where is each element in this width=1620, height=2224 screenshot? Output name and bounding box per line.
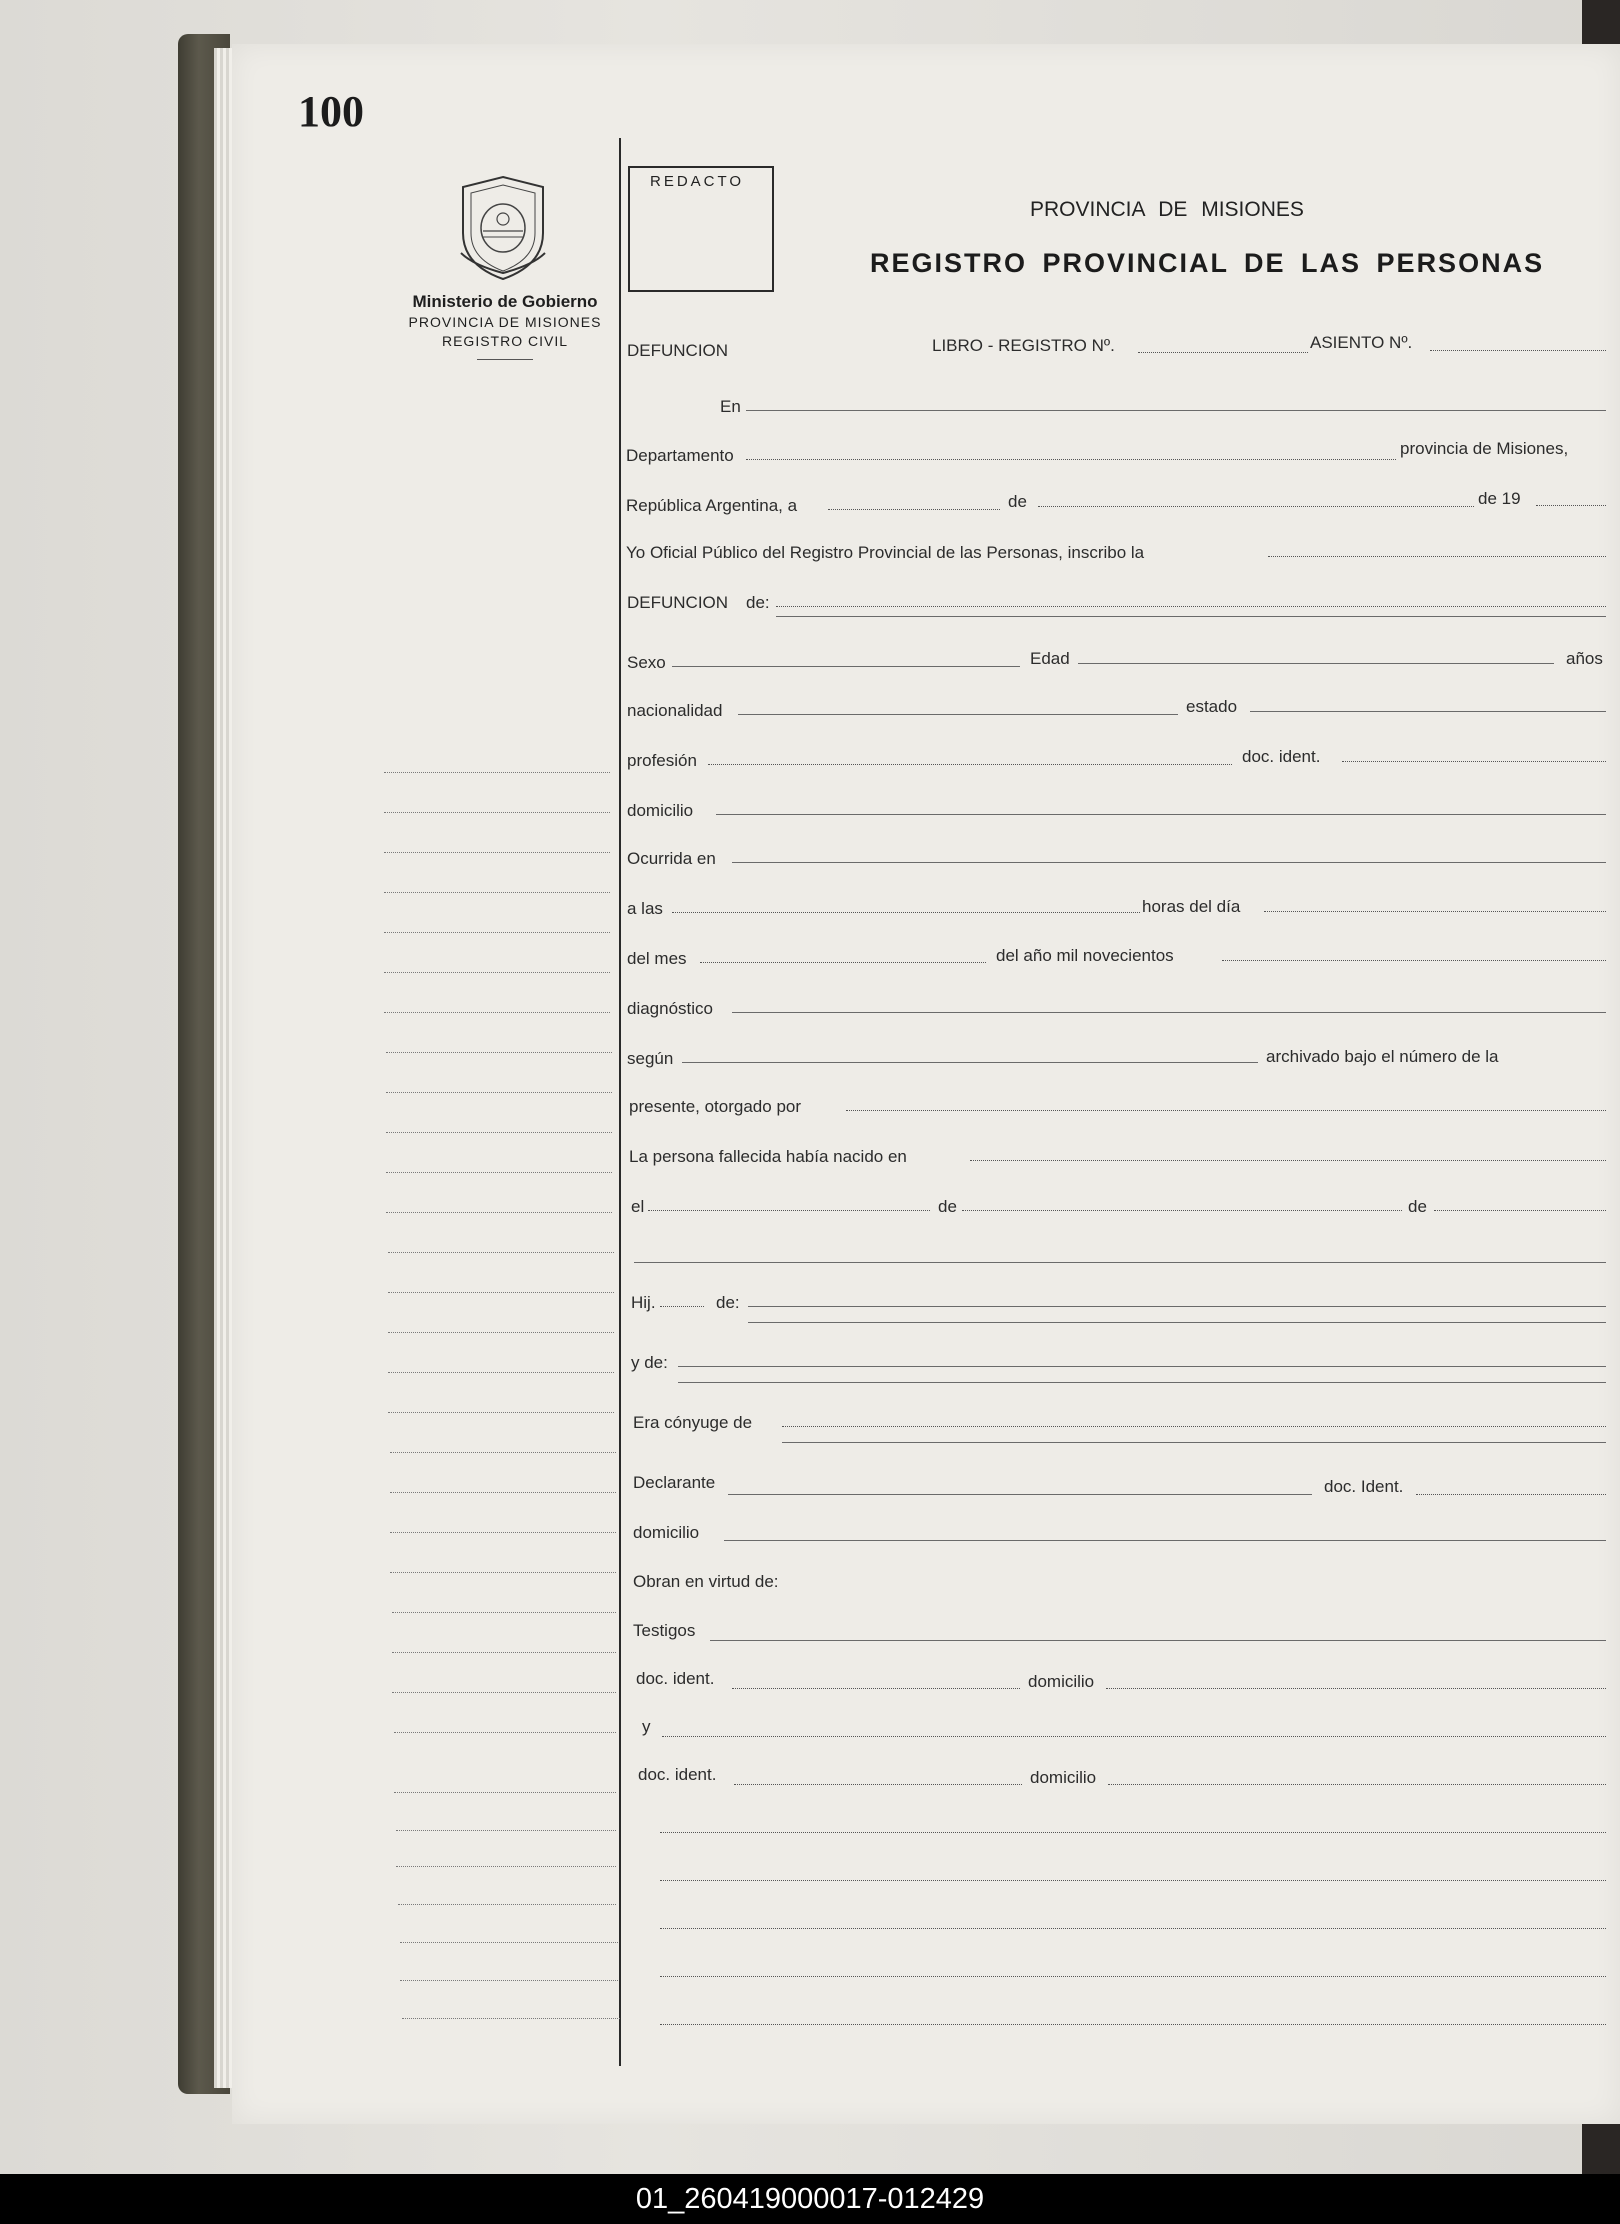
label-declarante: Declarante	[633, 1473, 716, 1492]
label-republica: República Argentina, a	[626, 496, 798, 515]
label-doc-ident: doc. ident.	[1242, 747, 1321, 766]
testigos-field[interactable]	[710, 1640, 1606, 1641]
margin-line[interactable]	[384, 772, 610, 773]
margin-line[interactable]	[390, 1452, 616, 1453]
ministry-rule	[477, 359, 533, 360]
declarante-field[interactable]	[728, 1494, 1312, 1495]
label-de-1: de	[1008, 492, 1027, 511]
label-presente: presente, otorgado por	[629, 1097, 802, 1116]
conyuge-field[interactable]	[782, 1426, 1606, 1427]
label-asiento: ASIENTO Nº.	[1310, 333, 1413, 352]
testigo2-field[interactable]	[662, 1736, 1606, 1737]
blank-line-6[interactable]	[660, 2024, 1606, 2025]
label-de-colon: de:	[746, 593, 770, 612]
redacto-box[interactable]	[628, 166, 774, 292]
label-provincia-misiones: provincia de Misiones,	[1400, 439, 1569, 458]
margin-line[interactable]	[386, 1052, 612, 1053]
label-anos: años	[1566, 649, 1603, 668]
blank-line-2[interactable]	[660, 1832, 1606, 1833]
profesion-field[interactable]	[708, 764, 1232, 765]
otorgado-field[interactable]	[846, 1110, 1606, 1111]
mes-field[interactable]	[1038, 506, 1474, 507]
label-doc-ident-2: doc. Ident.	[1324, 1477, 1404, 1496]
edad-field[interactable]	[1078, 663, 1554, 664]
label-y: y	[642, 1717, 651, 1736]
margin-line[interactable]	[386, 1132, 612, 1133]
testigo1-doc-field[interactable]	[732, 1688, 1020, 1689]
ministry-name: Ministerio de Gobierno	[412, 292, 598, 311]
margin-line[interactable]	[392, 1652, 616, 1653]
margin-line[interactable]	[400, 1980, 618, 1981]
margin-line[interactable]	[398, 1904, 616, 1905]
label-testigos: Testigos	[633, 1621, 696, 1640]
label-domicilio: domicilio	[627, 801, 694, 820]
page-number: 100	[298, 87, 364, 136]
nacimiento-dia-field[interactable]	[648, 1210, 930, 1211]
label-archivado: archivado bajo el número de la	[1266, 1047, 1499, 1066]
ministry-block	[380, 292, 630, 360]
label-defuncion: DEFUNCION	[627, 341, 729, 360]
blank-line-5[interactable]	[660, 1976, 1606, 1977]
label-departamento: Departamento	[626, 446, 734, 465]
horas-field[interactable]	[1264, 911, 1606, 912]
blank-line-3[interactable]	[660, 1880, 1606, 1881]
padre-line-2	[748, 1322, 1606, 1323]
label-defuncion-de: DEFUNCION	[627, 593, 729, 612]
margin-line[interactable]	[388, 1372, 614, 1373]
segun-field[interactable]	[682, 1062, 1258, 1063]
en-field[interactable]	[746, 410, 1606, 411]
libro-field[interactable]	[1138, 352, 1308, 353]
label-de19: de 19	[1478, 489, 1521, 508]
testigo2-doc-field[interactable]	[734, 1784, 1022, 1785]
redacto-label: REDACTO	[650, 173, 745, 190]
label-domicilio-3: domicilio	[1028, 1672, 1095, 1691]
nacido-en-field[interactable]	[970, 1160, 1606, 1161]
margin-line[interactable]	[390, 1492, 616, 1493]
label-doc-ident-3: doc. ident.	[636, 1669, 715, 1688]
sexo-field[interactable]	[672, 666, 1020, 667]
province-seal-icon	[453, 173, 553, 283]
padre-field[interactable]	[748, 1306, 1606, 1307]
del-ano-field[interactable]	[1222, 960, 1606, 961]
asiento-field[interactable]	[1430, 350, 1606, 351]
label-hij-de: de:	[716, 1293, 740, 1312]
margin-line[interactable]	[384, 972, 610, 973]
label-hij: Hij.	[631, 1293, 656, 1312]
margin-line[interactable]	[384, 1012, 610, 1013]
margin-line[interactable]	[392, 1612, 616, 1613]
testigo1-domicilio-field[interactable]	[1106, 1688, 1606, 1689]
margin-line[interactable]	[384, 892, 610, 893]
label-ocurrida: Ocurrida en	[627, 849, 716, 868]
label-en: En	[720, 397, 741, 416]
label-de-2: de	[938, 1197, 957, 1216]
label-horas: horas del día	[1142, 897, 1241, 916]
blank-line-1[interactable]	[634, 1262, 1606, 1263]
madre-field[interactable]	[678, 1366, 1606, 1367]
label-segun: según	[627, 1049, 674, 1068]
conyuge-line-2	[782, 1442, 1606, 1443]
label-estado: estado	[1186, 697, 1238, 716]
margin-line[interactable]	[400, 1942, 618, 1943]
label-obran: Obran en virtud de:	[633, 1572, 779, 1591]
label-edad: Edad	[1030, 649, 1070, 668]
del-mes-field[interactable]	[700, 962, 986, 963]
label-conyuge: Era cónyuge de	[633, 1413, 753, 1432]
margin-line[interactable]	[386, 1092, 612, 1093]
margin-line[interactable]	[394, 1792, 616, 1793]
hij-suffix-field[interactable]	[660, 1306, 704, 1307]
nacionalidad-field[interactable]	[738, 714, 1178, 715]
label-libro: LIBRO - REGISTRO Nº.	[932, 336, 1115, 355]
blank-line-4[interactable]	[660, 1928, 1606, 1929]
margin-line[interactable]	[390, 1532, 616, 1533]
margin-line[interactable]	[388, 1252, 614, 1253]
margin-line[interactable]	[392, 1692, 616, 1693]
label-profesion: profesión	[627, 751, 697, 770]
dia-field[interactable]	[828, 509, 1000, 510]
margin-line[interactable]	[388, 1292, 614, 1293]
margin-line[interactable]	[394, 1732, 616, 1733]
nacimiento-ano-field[interactable]	[1434, 1210, 1606, 1211]
label-el: el	[631, 1197, 645, 1216]
inscribo-field[interactable]	[1268, 556, 1606, 557]
margin-line[interactable]	[388, 1332, 614, 1333]
declarante-doc-field[interactable]	[1416, 1494, 1606, 1495]
label-de-3: de	[1408, 1197, 1427, 1216]
margin-divider	[619, 138, 621, 2066]
margin-line[interactable]	[386, 1172, 612, 1173]
margin-line[interactable]	[402, 2018, 620, 2019]
margin-line[interactable]	[396, 1830, 616, 1831]
margin-line[interactable]	[390, 1572, 616, 1573]
label-yo-oficial: Yo Oficial Público del Registro Provincial de las Personas, inscribo la	[626, 543, 1145, 562]
madre-line-2	[678, 1382, 1606, 1383]
label-domicilio-4: domicilio	[1030, 1768, 1097, 1787]
ministry-registry: REGISTRO CIVIL	[441, 333, 569, 349]
margin-line[interactable]	[396, 1866, 616, 1867]
ocurrida-field[interactable]	[732, 862, 1606, 863]
a-las-field[interactable]	[672, 912, 1140, 913]
label-diagnostico: diagnóstico	[627, 999, 714, 1018]
label-domicilio-2: domicilio	[633, 1523, 700, 1542]
registry-title: REGISTRO PROVINCIAL DE LAS PERSONAS	[870, 248, 1545, 278]
margin-line[interactable]	[388, 1412, 614, 1413]
margin-line[interactable]	[384, 852, 610, 853]
fallecido-line-2	[776, 616, 1606, 617]
testigo2-domicilio-field[interactable]	[1108, 1784, 1606, 1785]
diagnostico-field[interactable]	[732, 1012, 1606, 1013]
label-y-de: y de:	[631, 1353, 668, 1372]
nacimiento-mes-field[interactable]	[962, 1210, 1402, 1211]
departamento-field[interactable]	[746, 459, 1396, 460]
doc-ident-field[interactable]	[1342, 761, 1606, 762]
province-title: PROVINCIA DE MISIONES	[1030, 198, 1304, 221]
label-del-mes: del mes	[627, 949, 687, 968]
label-doc-ident-4: doc. ident.	[638, 1765, 717, 1784]
ano-field[interactable]	[1536, 505, 1606, 506]
fallecido-field[interactable]	[776, 606, 1606, 607]
ministry-province: PROVINCIA DE MISIONES	[408, 314, 602, 330]
margin-line[interactable]	[384, 932, 610, 933]
label-persona: La persona fallecida había nacido en	[629, 1147, 907, 1166]
label-del-ano: del año mil novecientos	[996, 946, 1174, 965]
label-sexo: Sexo	[627, 653, 666, 672]
margin-line[interactable]	[386, 1212, 612, 1213]
declarante-domicilio-field[interactable]	[724, 1540, 1606, 1541]
label-a-las: a las	[627, 899, 663, 918]
label-nacionalidad: nacionalidad	[627, 701, 723, 720]
estado-field[interactable]	[1250, 711, 1606, 712]
domicilio-field[interactable]	[716, 814, 1606, 815]
margin-line[interactable]	[384, 812, 610, 813]
image-id-caption: 01_260419000017-012429	[0, 2174, 1620, 2224]
